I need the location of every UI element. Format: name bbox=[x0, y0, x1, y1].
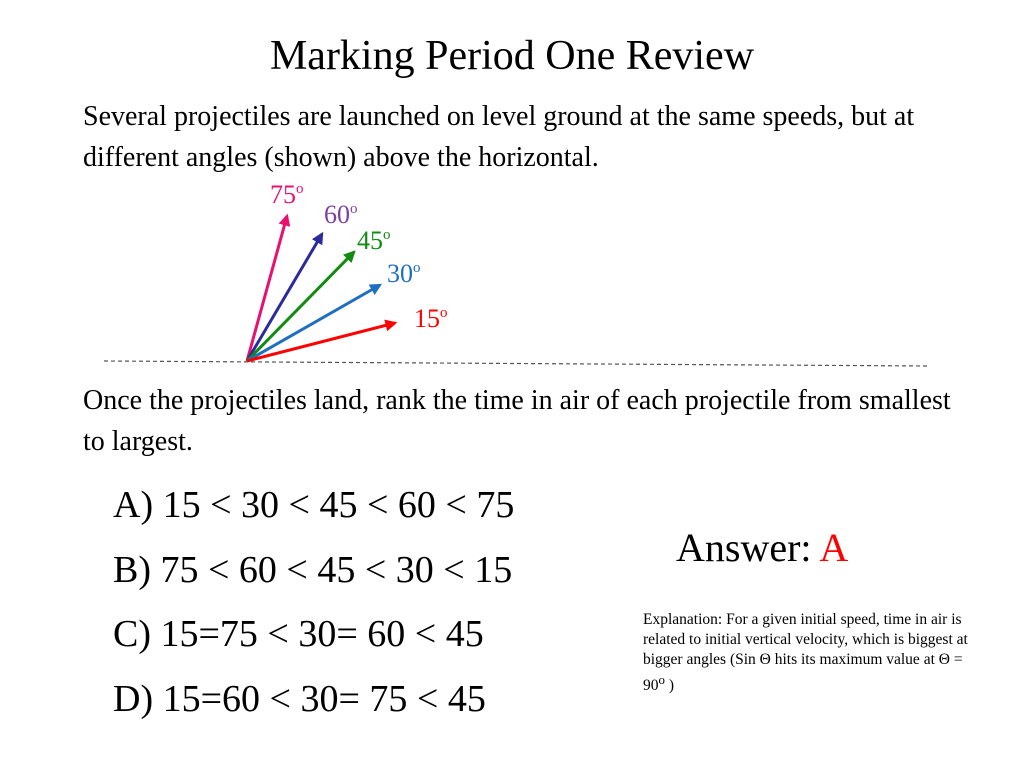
answer bbox=[676, 524, 848, 572]
option-a: A) 15 < 30 < 45 < 60 < 75 bbox=[113, 484, 515, 526]
answer-label: Answer: bbox=[676, 525, 820, 570]
option-d: D) 15=60 < 30= 75 < 45 bbox=[113, 678, 486, 720]
explanation-text bbox=[643, 610, 973, 696]
option-b: B) 75 < 60 < 45 < 30 < 15 bbox=[113, 549, 513, 591]
option-c: C) 15=75 < 30= 60 < 45 bbox=[113, 613, 484, 655]
explanation-tail: ) bbox=[664, 677, 674, 695]
intro-text: Several projectiles are launched on level ground at the same speeds, but at different angles (shown) above the horizontal. bbox=[83, 101, 915, 173]
arrow-15 bbox=[247, 323, 395, 361]
angle-label-75: 75$^o$ bbox=[270, 180, 304, 209]
angle-label-15: 15$^o$ bbox=[414, 304, 448, 333]
explanation-degree: o bbox=[658, 672, 665, 687]
answer-value: A bbox=[819, 525, 849, 570]
ground-line bbox=[104, 361, 928, 366]
angle-label-30: 30$^o$ bbox=[387, 259, 421, 288]
angle-label-45: 45$^o$ bbox=[357, 226, 391, 255]
explanation-body: Explanation: For a given initial speed, time in air is related to initial vertical velocity, which is biggest at bigger angles (Sin Θ hits its maximum value at Θ = 90 bbox=[643, 611, 968, 695]
slide-title: Marking Period One Review bbox=[269, 33, 755, 79]
angle-label-60: 60$^o$ bbox=[324, 200, 358, 229]
arrow-30 bbox=[247, 285, 380, 361]
question-text: Once the projectiles land, rank the time in air of each projectile from smallest to largest. bbox=[83, 385, 951, 457]
